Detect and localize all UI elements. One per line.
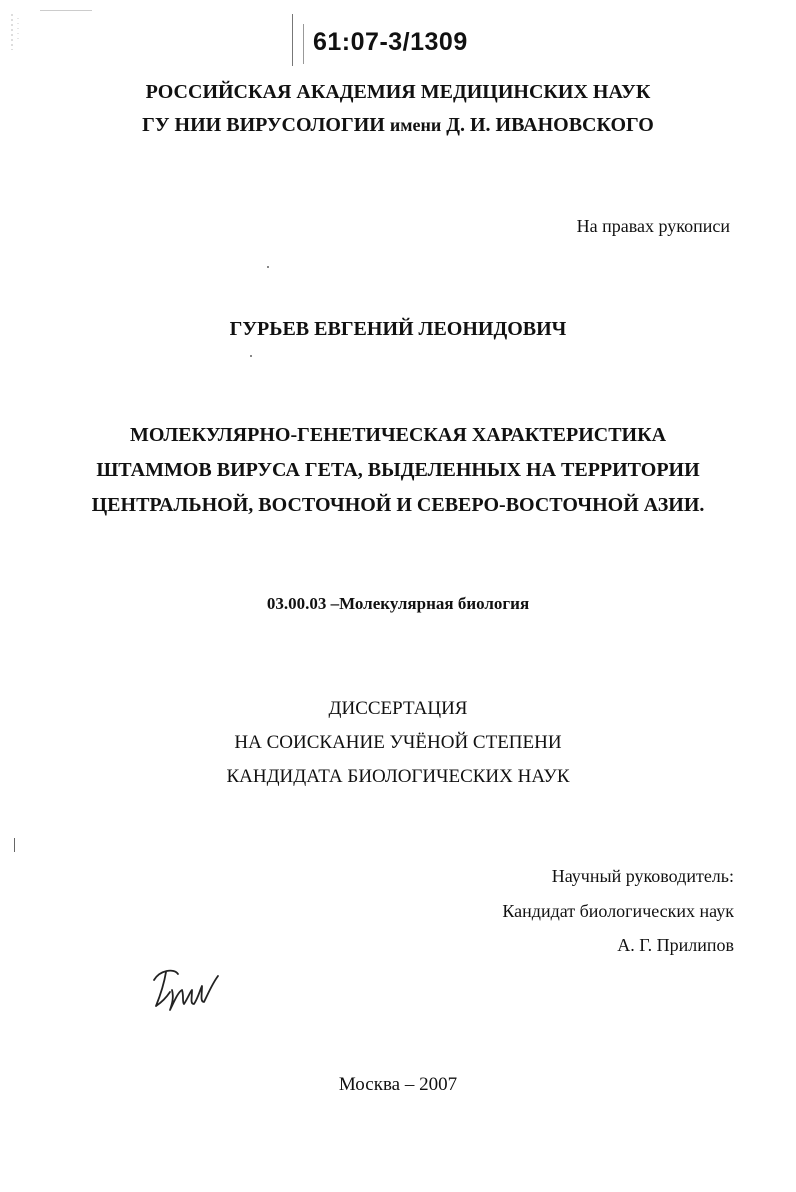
handwritten-signature xyxy=(148,962,228,1018)
institute-namesake: Д. И. ИВАНОВСКОГО xyxy=(441,114,654,136)
institute-name: ГУ НИИ ВИРУСОЛОГИИ xyxy=(142,114,390,136)
manuscript-note: На правах рукописи xyxy=(576,216,730,236)
scan-speck xyxy=(267,266,269,268)
title-line: ЦЕНТРАЛЬНОЙ, ВОСТОЧНОЙ И СЕВЕРО-ВОСТОЧНОЙ АЗИИ. xyxy=(91,494,705,516)
code-bar-secondary xyxy=(303,24,304,64)
degree-line: КАНДИДАТА БИОЛОГИЧЕСКИХ НАУК xyxy=(226,766,570,787)
scan-speck xyxy=(250,355,252,357)
author-name: ГУРЬЕВ ЕВГЕНИЙ ЛЕОНИДОВИЧ xyxy=(229,318,567,340)
margin-tick xyxy=(14,838,15,852)
top-scan-line xyxy=(40,10,92,11)
degree-line: НА СОИСКАНИЕ УЧЁНОЙ СТЕПЕНИ xyxy=(234,732,562,753)
title-line: ШТАММОВ ВИРУСА ГЕТА, ВЫДЕЛЕННЫХ НА ТЕРРИТОРИИ xyxy=(96,459,700,481)
organization-line-1: РОССИЙСКАЯ АКАДЕМИЯ МЕДИЦИНСКИХ НАУК xyxy=(145,81,651,103)
title-line: МОЛЕКУЛЯРНО-ГЕНЕТИЧЕСКАЯ ХАРАКТЕРИСТИКА xyxy=(129,424,667,446)
supervisor-title: Кандидат биологических наук xyxy=(502,901,734,921)
degree-line: ДИССЕРТАЦИЯ xyxy=(328,698,468,719)
institute-name-connector: имени xyxy=(389,115,442,135)
archive-code: 61:07-3/1309 xyxy=(313,28,468,56)
specialty: 03.00.03 –Молекулярная биология xyxy=(266,594,530,613)
supervisor-name: А. Г. Прилипов xyxy=(617,935,734,955)
degree-statement xyxy=(0,692,796,794)
supervisor-label: Научный руководитель: xyxy=(551,866,734,886)
code-bar xyxy=(292,14,293,66)
margin-scan-marks xyxy=(9,12,23,52)
dissertation-title xyxy=(0,418,796,523)
city-year: Москва – 2007 xyxy=(338,1074,458,1095)
organization-line-2 xyxy=(0,109,796,141)
